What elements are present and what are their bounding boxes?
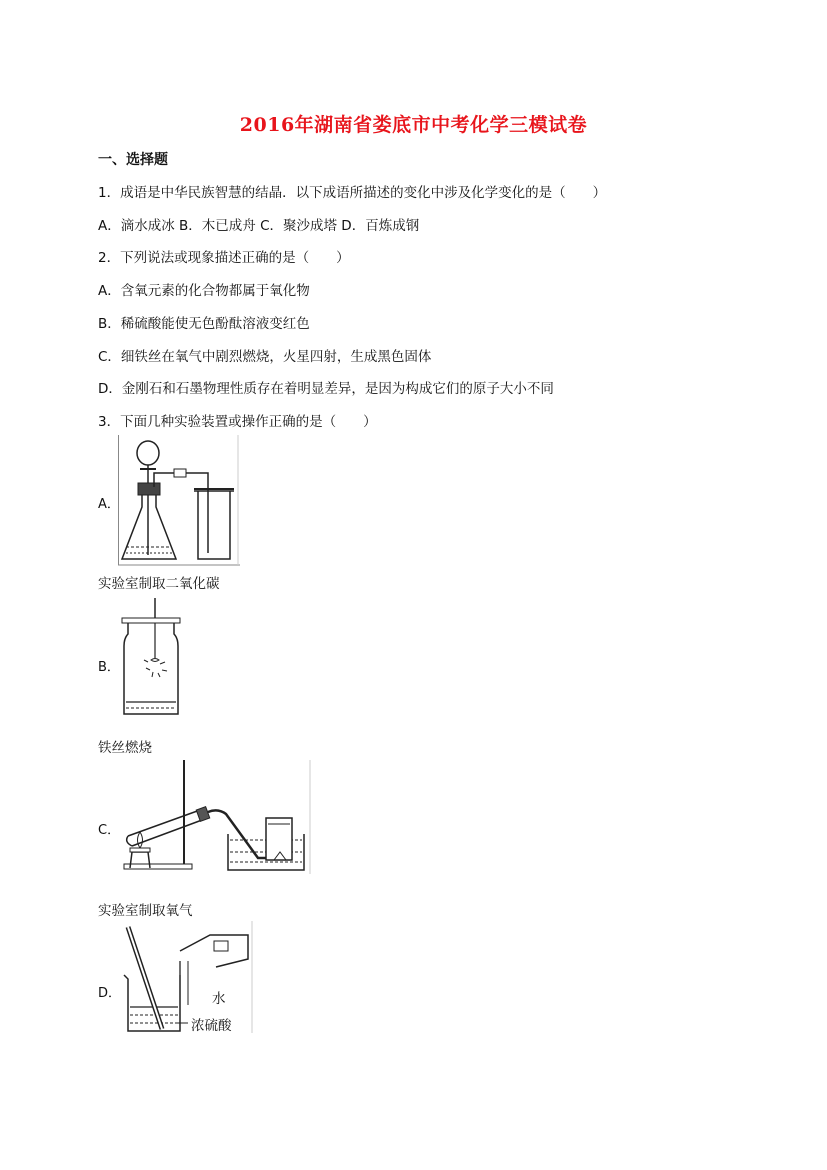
q2-option-a: A．含氧元素的化合物都属于氧化物 <box>98 283 310 299</box>
section-heading: 一、选择题 <box>98 152 168 168</box>
q2-option-c: C．细铁丝在氧气中剧烈燃烧，火星四射，生成黑色固体 <box>98 349 432 365</box>
q2-stem: 2．下列说法或现象描述正确的是（ ） <box>98 250 350 266</box>
dilute-acid-figure <box>118 921 254 1035</box>
water-label: 水 <box>212 991 226 1007</box>
q1-stem: 1．成语是中华民族智慧的结晶．以下成语所描述的变化中涉及化学变化的是（ ） <box>98 185 607 201</box>
q3-option-d-letter: D． <box>98 986 122 1001</box>
co2-apparatus-figure <box>118 435 240 567</box>
q1-options: A．滴水成冰 B．木已成舟 C．聚沙成塔 D．百炼成钢 <box>98 218 420 234</box>
q3-option-b-caption: 铁丝燃烧 <box>98 740 152 756</box>
q3-stem: 3．下面几种实验装置或操作正确的是（ ） <box>98 414 377 430</box>
iron-wire-burning-figure <box>120 598 182 718</box>
page-title: 2016年湖南省娄底市中考化学三模试卷 <box>239 114 588 136</box>
concentrated-sulfuric-acid-label: 浓硫酸 <box>191 1018 232 1034</box>
q3-option-c-caption: 实验室制取氧气 <box>98 903 193 919</box>
q2-option-b: B．稀硫酸能使无色酚酞溶液变红色 <box>98 316 310 332</box>
q2-option-d: D．金刚石和石墨物理性质存在着明显差异，是因为构成它们的原子大小不同 <box>98 381 554 397</box>
q3-option-c-letter: C． <box>98 823 121 838</box>
q3-option-a-letter: A． <box>98 497 120 512</box>
q3-option-a-caption: 实验室制取二氧化碳 <box>98 576 220 592</box>
q3-option-b-letter: B． <box>98 660 120 675</box>
oxygen-preparation-figure <box>118 760 312 876</box>
